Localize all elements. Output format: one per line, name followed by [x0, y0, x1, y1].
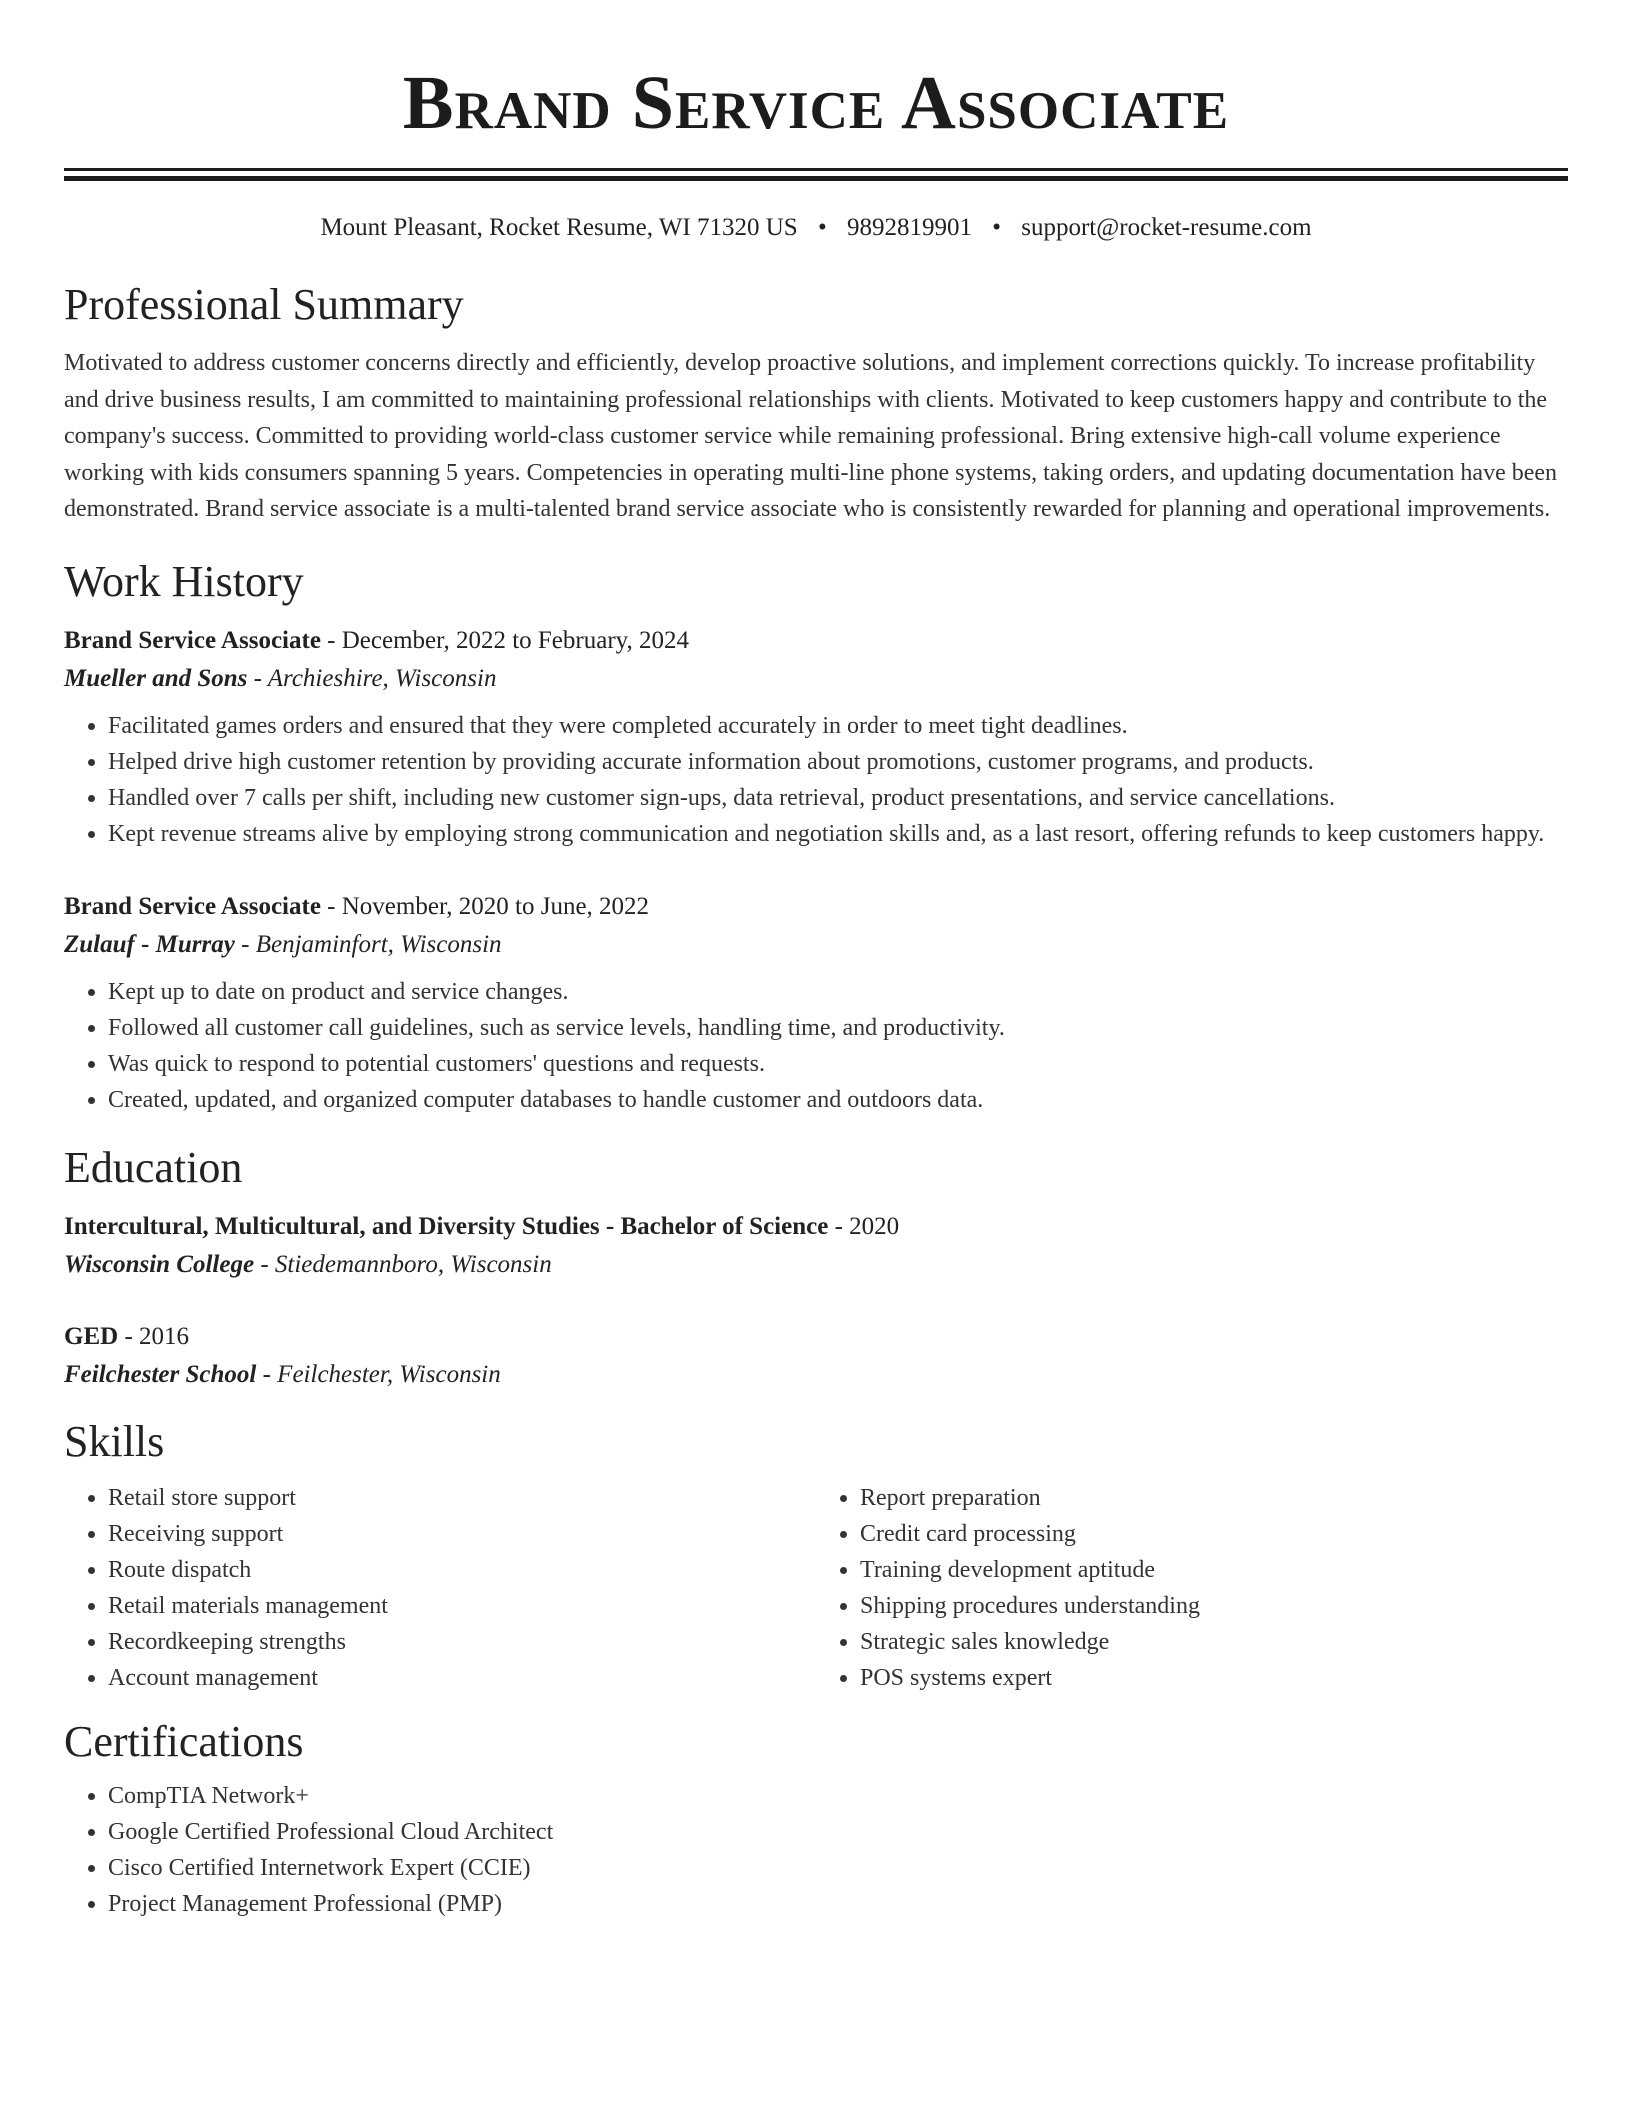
skill-item: • Route dispatch: [108, 1552, 816, 1588]
job-bullet: • Helped drive high customer retention by providing accurate information about promotions, customer programs, and products.: [108, 744, 1568, 780]
certifications-list: [64, 1778, 1568, 1922]
skill-item: • Training development aptitude: [860, 1552, 1568, 1588]
certifications-section: [64, 1716, 1568, 1922]
work-history-heading: Work History: [64, 556, 304, 606]
education-entry: [64, 1208, 1568, 1284]
skills-column-left: [64, 1480, 816, 1696]
skill-item: • Recordkeeping strengths: [108, 1624, 816, 1660]
title-rule-bottom: [64, 176, 1568, 181]
education-school-line: [64, 1246, 1568, 1284]
skill-item: • Shipping procedures understanding: [860, 1588, 1568, 1624]
education-header: [64, 1208, 1568, 1246]
certification-item: • CompTIA Network+: [108, 1778, 1568, 1814]
job-company: Mueller and Sons: [64, 664, 248, 692]
job-bullet: • Kept revenue streams alive by employing strong communication and negotiation skills and, as a last resort, offering refunds to keep customers happy.: [108, 816, 1568, 852]
education-school: Wisconsin College: [64, 1250, 255, 1278]
education-section: [64, 1142, 1568, 1394]
education-school: Feilchester School: [64, 1360, 257, 1388]
skill-item: • Credit card processing: [860, 1516, 1568, 1552]
summary-section: [64, 279, 1568, 528]
job-location: - Archieshire, Wisconsin: [247, 664, 497, 692]
resume-content: [64, 0, 1568, 1922]
job-dates: - December, 2022 to February, 2024: [320, 626, 690, 654]
certification-item: • Project Management Professional (PMP): [108, 1886, 1568, 1922]
job-bullets: [64, 974, 1568, 1118]
job-bullet: • Followed all customer call guidelines, such as service levels, handling time, and productivity.: [108, 1010, 1568, 1046]
skills-heading: Skills: [64, 1416, 165, 1466]
education-header: [64, 1318, 1568, 1356]
work-history-section: [64, 556, 1568, 1118]
education-entry: [64, 1318, 1568, 1394]
contact-phone: 9892819901: [846, 214, 972, 241]
education-school-line: [64, 1356, 1568, 1394]
job-bullet: • Created, updated, and organized computer databases to handle customer and outdoors data.: [108, 1082, 1568, 1118]
contact-line: [64, 211, 1568, 245]
skills-grid: [64, 1480, 1568, 1696]
skills-section: [64, 1416, 1568, 1696]
title-rule-top: [64, 168, 1568, 171]
job-title: Brand Service Associate: [64, 626, 321, 654]
skill-item: • POS systems expert: [860, 1660, 1568, 1696]
job-company-line: [64, 660, 1568, 698]
job-entry: [64, 622, 1568, 852]
contact-email: support@rocket-resume.com: [1021, 214, 1312, 241]
certifications-heading: Certifications: [64, 1716, 304, 1766]
job-bullets: [64, 708, 1568, 852]
education-heading: Education: [64, 1142, 243, 1192]
education-degree: GED: [64, 1322, 119, 1350]
job-title: Brand Service Associate: [64, 892, 321, 920]
contact-separator: •: [992, 214, 1001, 241]
job-company: Zulauf - Murray: [64, 930, 235, 958]
education-year: - 2016: [118, 1322, 190, 1350]
skills-column-right: [816, 1480, 1568, 1696]
job-bullet: • Handled over 7 calls per shift, including new customer sign-ups, data retrieval, product presentations, and service cancellations.: [108, 780, 1568, 816]
job-header: [64, 622, 1568, 660]
certification-item: • Cisco Certified Internetwork Expert (CCIE): [108, 1850, 1568, 1886]
job-bullet: • Facilitated games orders and ensured that they were completed accurately in order to meet tight deadlines.: [108, 708, 1568, 744]
job-location: - Benjaminfort, Wisconsin: [234, 930, 502, 958]
job-bullet: • Was quick to respond to potential customers' questions and requests.: [108, 1046, 1568, 1082]
education-year: - 2020: [828, 1212, 900, 1240]
education-location: - Feilchester, Wisconsin: [256, 1360, 501, 1388]
education-location: - Stiedemannboro, Wisconsin: [254, 1250, 552, 1278]
skill-item: • Retail store support: [108, 1480, 816, 1516]
job-company-line: [64, 926, 1568, 964]
skill-item: • Account management: [108, 1660, 816, 1696]
skill-item: • Receiving support: [108, 1516, 816, 1552]
job-header: [64, 888, 1568, 926]
summary-heading: Professional Summary: [64, 280, 464, 329]
job-bullet: • Kept up to date on product and service changes.: [108, 974, 1568, 1010]
education-degree: Intercultural, Multicultural, and Diversity Studies - Bachelor of Science: [64, 1212, 829, 1240]
job-entry: [64, 888, 1568, 1118]
certification-item: • Google Certified Professional Cloud Architect: [108, 1814, 1568, 1850]
job-dates: - November, 2020 to June, 2022: [320, 892, 650, 920]
contact-separator: •: [817, 214, 827, 241]
skill-item: • Report preparation: [860, 1480, 1568, 1516]
skill-item: • Retail materials management: [108, 1588, 816, 1624]
resume-title: Brand Service Associate: [402, 61, 1230, 145]
contact-address: Mount Pleasant, Rocket Resume, WI 71320 US: [320, 214, 798, 241]
summary-text: Motivated to address customer concerns directly and efficiently, develop proactive solutions, and implement corrections quickly. To increase profitability and drive business results, I am committed to maintaining professional relationships with clients. Motivated to keep customers happy and contribute to the company's success. Committed to providing world-class customer service while remaining professional. Bring extensive high-call volume experience working with kids consumers spanning 5 years. Competencies in operating multi-line phone systems, taking orders, and updating documentation have been demonstrated. Brand service associate is a multi-talented brand service associate who is consistently rewarded for planning and operational improvements.: [64, 350, 1558, 522]
skill-item: • Strategic sales knowledge: [860, 1624, 1568, 1660]
